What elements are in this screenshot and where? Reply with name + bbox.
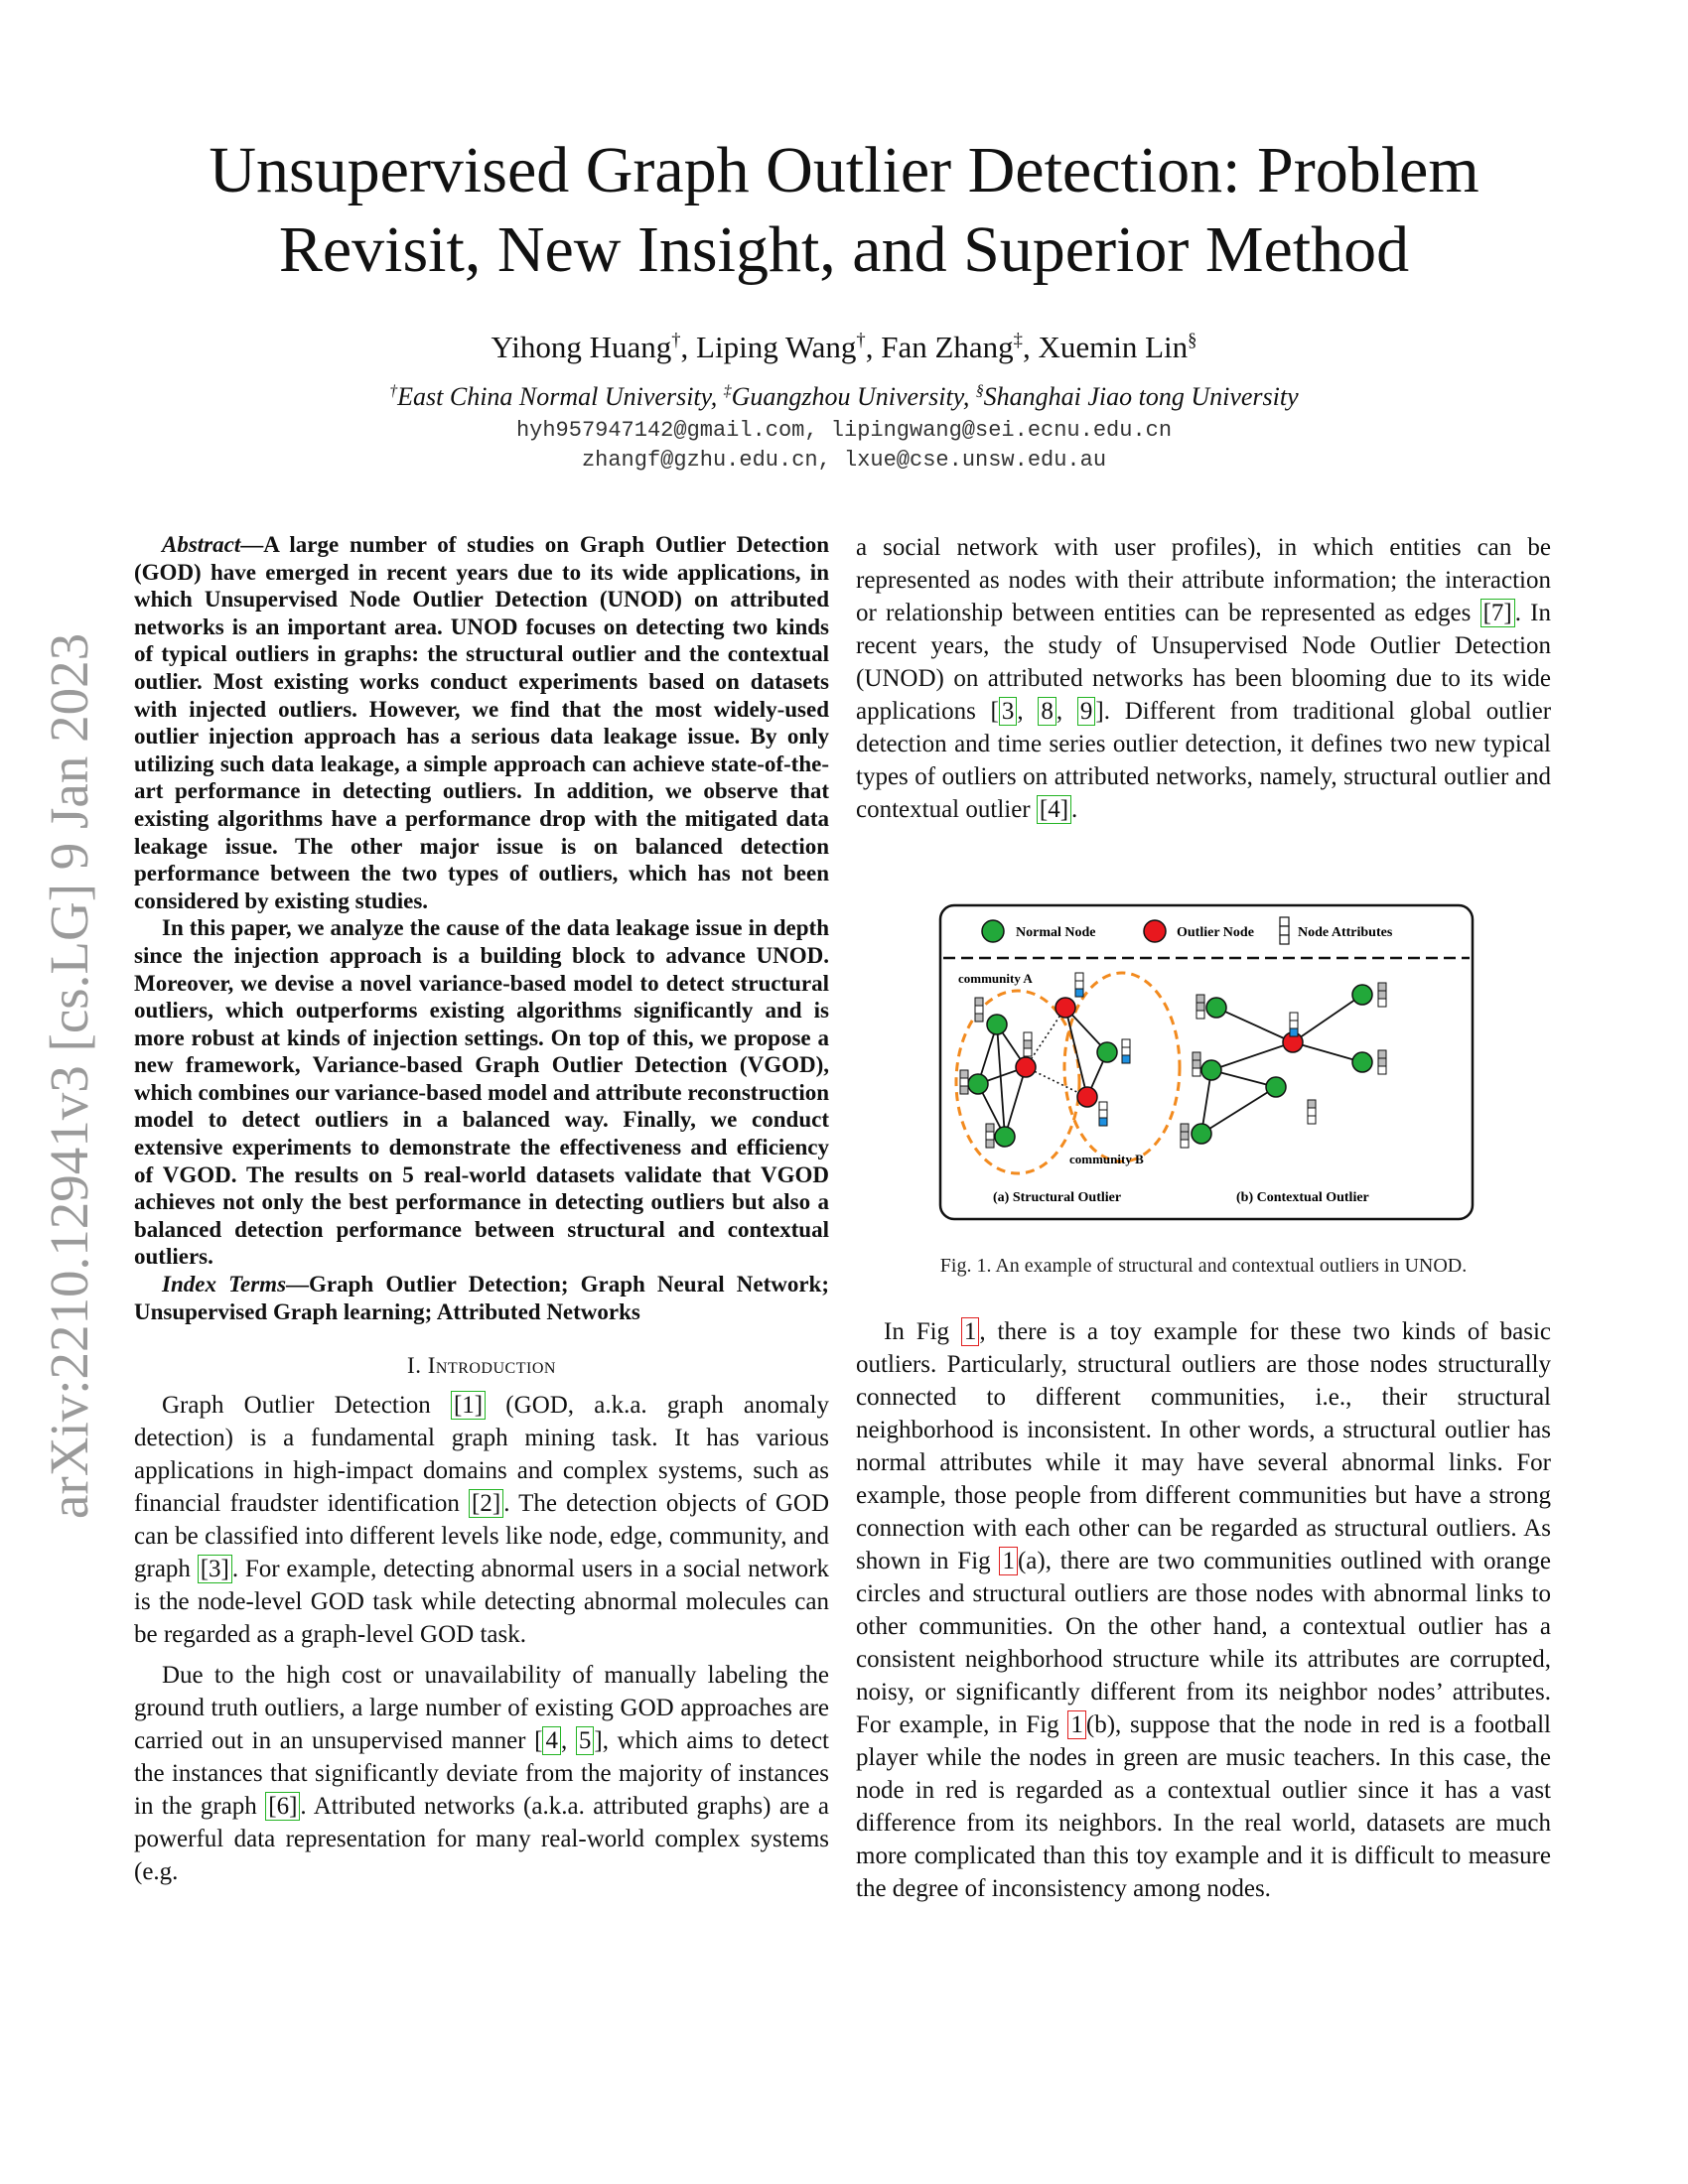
citation-link[interactable]: 3 bbox=[999, 697, 1018, 726]
author-name: Liping Wang bbox=[696, 330, 857, 364]
normal-node bbox=[968, 1074, 988, 1094]
subfigure-a-label: (a) Structural Outlier bbox=[993, 1190, 1122, 1205]
outlier-node bbox=[1055, 998, 1075, 1018]
normal-node bbox=[987, 1015, 1007, 1034]
left-column bbox=[134, 531, 829, 1888]
affiliation: Guangzhou University, bbox=[731, 382, 976, 411]
citation-link[interactable]: [3] bbox=[198, 1555, 232, 1583]
legend-normal-label: Normal Node bbox=[1016, 925, 1096, 940]
normal-node bbox=[995, 1127, 1015, 1147]
affiliations: †East China Normal University, ‡Guangzhou University, §Shanghai Jiao tong University bbox=[389, 382, 1299, 411]
citation-link[interactable]: [2] bbox=[469, 1489, 503, 1518]
title-line-2: Revisit, New Insight, and Superior Method bbox=[278, 213, 1410, 286]
right-column-body bbox=[856, 1315, 1551, 1905]
section-heading-introduction: I. Introduction bbox=[407, 1353, 556, 1379]
citation-link[interactable]: [7] bbox=[1480, 599, 1515, 627]
citation-link[interactable]: 4 bbox=[542, 1726, 561, 1755]
legend-attribute-icon bbox=[1280, 917, 1289, 944]
citation-link[interactable]: [1] bbox=[451, 1391, 486, 1420]
arxiv-stamp: arXiv:2210.12941v3 [cs.LG] 9 Jan 2023 bbox=[39, 632, 99, 1519]
figure-discussion-paragraph: In Fig 1 , there is a toy example for these two kinds of basic outliers. Particularly, structural outliers are those nodes structurally connected to different communities, i.e., their structural neighborhood is inconsistent. In other words, a structural outlier has normal attributes while it may have several abnormal links. For example, those people from different communities but have a strong connection with each other can be regarded as structural outliers. As shown in Fig 1 (a), there are two communities outlined with orange circles and structural outliers are those nodes with abnormal links to other communities. On the other hand, a contextual outlier has a consistent neighborhood structure while its attributes are corrupted, noisy, or significantly different from its neighbor nodes’ attributes. For example, in Fig 1 (b), suppose that the node in red is a football player while the nodes in green are music teachers. In this case, the node in red is regarded as a contextual outlier since it has a vast difference from its neighbors. In the real world, datasets are much more complicated than this toy example and it is difficult to measure the degree of inconsistency among nodes. bbox=[856, 1318, 1551, 1902]
normal-node bbox=[1266, 1077, 1286, 1097]
normal-node bbox=[1352, 985, 1372, 1005]
title-line-1: Unsupervised Graph Outlier Detection: Problem bbox=[209, 134, 1479, 206]
figure-caption: Fig. 1. An example of structural and contextual outliers in UNOD. bbox=[939, 1255, 1468, 1277]
figure-reference-link[interactable]: 1 bbox=[999, 1547, 1018, 1575]
author-name: Xuemin Lin bbox=[1038, 330, 1189, 364]
citation-link[interactable]: 8 bbox=[1038, 697, 1056, 726]
abstract-label: Abstract bbox=[162, 532, 241, 557]
normal-node bbox=[1352, 1052, 1372, 1072]
affiliation: East China Normal University, bbox=[397, 382, 724, 411]
legend-outlier-node-icon bbox=[1144, 920, 1166, 942]
legend-attr-label: Node Attributes bbox=[1298, 925, 1393, 940]
figure-reference-link[interactable]: 1 bbox=[1067, 1710, 1086, 1739]
paper-title bbox=[119, 131, 1569, 290]
citation-link[interactable]: 9 bbox=[1077, 697, 1096, 726]
author-list: Yihong Huang†, Liping Wang†, Fan Zhang‡, Xuemin Lin§ bbox=[491, 330, 1197, 364]
intro-continuation: a social network with user profiles), in which entities can be represented as nodes with their attribute information; the interaction or relationship between entities can be represented as edges [7] . In recent years, the study of Unsupervised Node Outlier Detection (UNOD) on attributed networks has been blooming due to its wide applications [ 3 , 8 , 9 ]. Different from traditional global outlier detection and time series outlier detection, it defines two new typical types of outliers on attributed networks, namely, structural outlier and contextual outlier [4] . bbox=[856, 534, 1552, 823]
email-line-1: hyh957947142@gmail.com, lipingwang@sei.ecnu.edu.cn bbox=[515, 418, 1173, 443]
author-name: Yihong Huang bbox=[491, 330, 672, 364]
abstract: Abstract—A large number of studies on Graph Outlier Detection (GOD) have emerged in recent years due to its wide applications, in which Unsupervised Node Outlier Detection (UNOD) on attributed networks is an important area. UNOD focuses on detecting two kinds of typical outliers in graphs: the structural outlier and the contextual outlier. Most existing works conduct experiments based on datasets with injected outliers. However, we find that the most widely-used outlier injection approach has a serious data leakage issue. By only utilizing such data leakage, a simple approach can achieve state-of-the-art performance in detecting outliers. In addition, we observe that existing algorithms have a performance drop with the mitigated data leakage issue. The other major issue is on balanced detection performance between the two types of outliers, which has not been considered by existing studies. bbox=[134, 532, 829, 913]
normal-node bbox=[1206, 998, 1226, 1018]
email-line-2: zhangf@gzhu.edu.cn, lxue@cse.unsw.edu.au bbox=[581, 448, 1107, 473]
normal-node bbox=[1097, 1042, 1117, 1062]
outlier-node bbox=[1016, 1057, 1036, 1077]
right-column-top bbox=[856, 531, 1551, 826]
intro-paragraph-2: Due to the high cost or unavailability of manually labeling the ground truth outliers, a large number of existing GOD approaches are carried out in an unsupervised manner [ 4 , 5 ], which aims to detect the instances that significantly deviate from the majority of instances in the graph [6] . Attributed networks (a.k.a. attributed graphs) are a powerful data representation for many real-world complex systems (e.g. bbox=[134, 1662, 830, 1886]
abstract-paragraph-2: In this paper, we analyze the cause of the data leakage issue in depth since the injection approach is a building block to advance UNOD. Moreover, we devise a novel variance-based model to detect structural outliers, which outperforms existing algorithms significantly and is more robust at kinds of injection settings. On top of this, we propose a new framework, Variance-based Graph Outlier Detection (VGOD), which combines our variance-based model and attribute reconstruction model to detect outliers in a balanced way. Finally, we conduct extensive experiments to demonstrate the effectiveness and efficiency of VGOD. The results on 5 real-world datasets validate that VGOD achieves not only the best performance in detecting outliers but also a balanced detection performance between structural and contextual outliers. bbox=[134, 915, 829, 1270]
citation-link[interactable]: 5 bbox=[576, 1726, 595, 1755]
legend-outlier-label: Outlier Node bbox=[1177, 925, 1254, 940]
normal-node bbox=[1201, 1060, 1221, 1080]
legend-normal-node-icon bbox=[982, 920, 1004, 942]
subfigure-b-label: (b) Contextual Outlier bbox=[1236, 1190, 1369, 1205]
outlier-node bbox=[1077, 1087, 1097, 1107]
community-a-label: community A bbox=[958, 971, 1033, 986]
affiliation: Shanghai Jiao tong University bbox=[983, 382, 1299, 411]
figure-1-diagram bbox=[938, 903, 1475, 1221]
index-terms: Index Terms—Graph Outlier Detection; Graph Neural Network; Unsupervised Graph learning; Attributed Networks bbox=[134, 1272, 830, 1324]
intro-paragraph-1: Graph Outlier Detection [1] (GOD, a.k.a. graph anomaly detection) is a fundamental graph mining task. It has various applications in high-impact domains and complex systems, such as financial fraudster identification [2] . The detection objects of GOD can be classified into different levels like node, edge, community, and graph [3] . For example, detecting abnormal users in a social network is the node-level GOD task while detecting abnormal molecules can be regarded as a graph-level GOD task. bbox=[134, 1392, 830, 1649]
citation-link[interactable]: [4] bbox=[1037, 795, 1071, 824]
author-name: Fan Zhang bbox=[881, 330, 1014, 364]
normal-node bbox=[1192, 1124, 1211, 1144]
community-b-label: community B bbox=[1069, 1152, 1144, 1166]
figure-reference-link[interactable]: 1 bbox=[961, 1317, 980, 1346]
citation-link[interactable]: [6] bbox=[265, 1792, 300, 1821]
